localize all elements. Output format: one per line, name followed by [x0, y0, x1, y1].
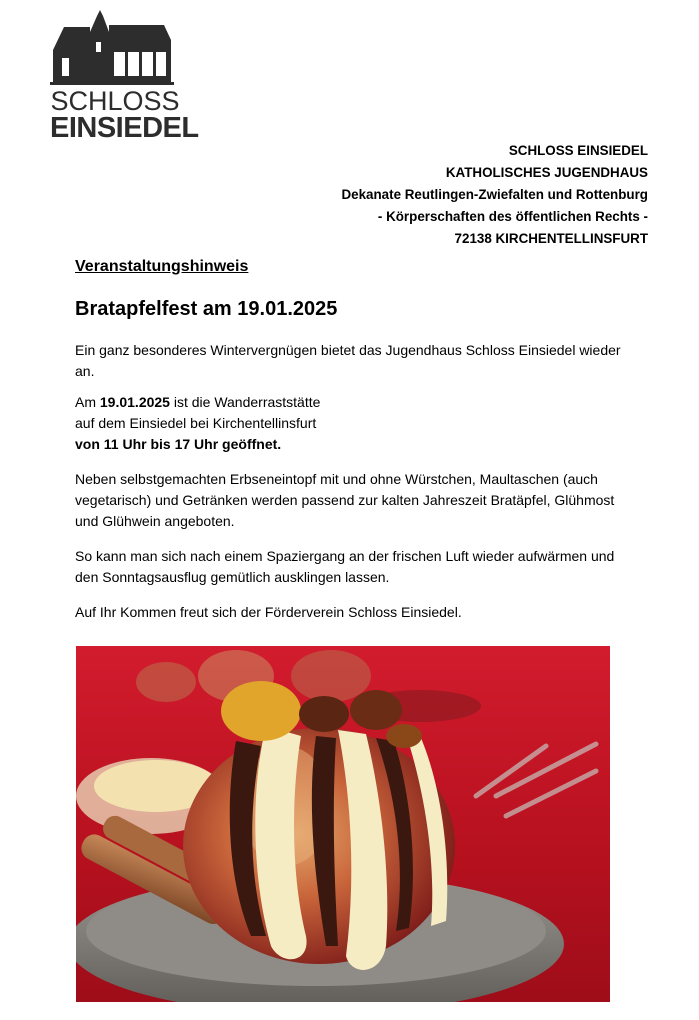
opening-line2: auf dem Einsiedel bei Kirchentellinsfurt	[75, 415, 317, 431]
opening-hours: von 11 Uhr bis 17 Uhr geöffnet.	[75, 436, 282, 452]
opening-date: 19.01.2025	[99, 394, 170, 410]
logo-text-line2: EINSIEDEL	[50, 112, 199, 144]
paragraph-intro: Ein ganz besonderes Wintervergnügen bietet das Jugendhaus Schloss Einsiedel wieder an.	[75, 342, 621, 379]
logo-text-line1: SCHLOSS	[50, 86, 180, 116]
address-line: KATHOLISCHES JUGENDHAUS	[445, 165, 648, 180]
castle-icon	[50, 10, 180, 86]
content	[75, 256, 635, 623]
paragraph-closing: Auf Ihr Kommen freut sich der Förderverein Schloss Einsiedel.	[75, 604, 462, 620]
logo	[50, 10, 199, 145]
notice-label: Veranstaltungshinweis	[75, 258, 249, 275]
address-line: Dekanate Reutlingen-Zwiefalten und Rottenburg	[341, 187, 648, 202]
baked-apple-photo	[76, 646, 610, 1002]
address-block	[341, 140, 648, 250]
opening-prefix: Am	[75, 394, 100, 410]
address-line: - Körperschaften des öffentlichen Rechts -	[377, 209, 648, 224]
paragraph-warmup: So kann man sich nach einem Spaziergang an der frischen Luft wieder aufwärmen und den Sonntagsausflug gemütlich ausklingen lassen.	[75, 548, 615, 585]
paragraph-opening	[75, 392, 635, 455]
address-line: 72138 KIRCHENTELLINSFURT	[454, 231, 648, 246]
event-title: Bratapfelfest am 19.01.2025	[75, 298, 338, 320]
address-line: SCHLOSS EINSIEDEL	[508, 143, 648, 158]
opening-line1-rest: ist die Wanderraststätte	[169, 394, 321, 410]
paragraph-food: Neben selbstgemachten Erbseneintopf mit und ohne Würstchen, Maultaschen (auch vegetarisch) und Getränken werden passend zur kalten Jahreszeit Bratäpfel, Glühmost und Glühwein angeboten.	[75, 471, 615, 529]
